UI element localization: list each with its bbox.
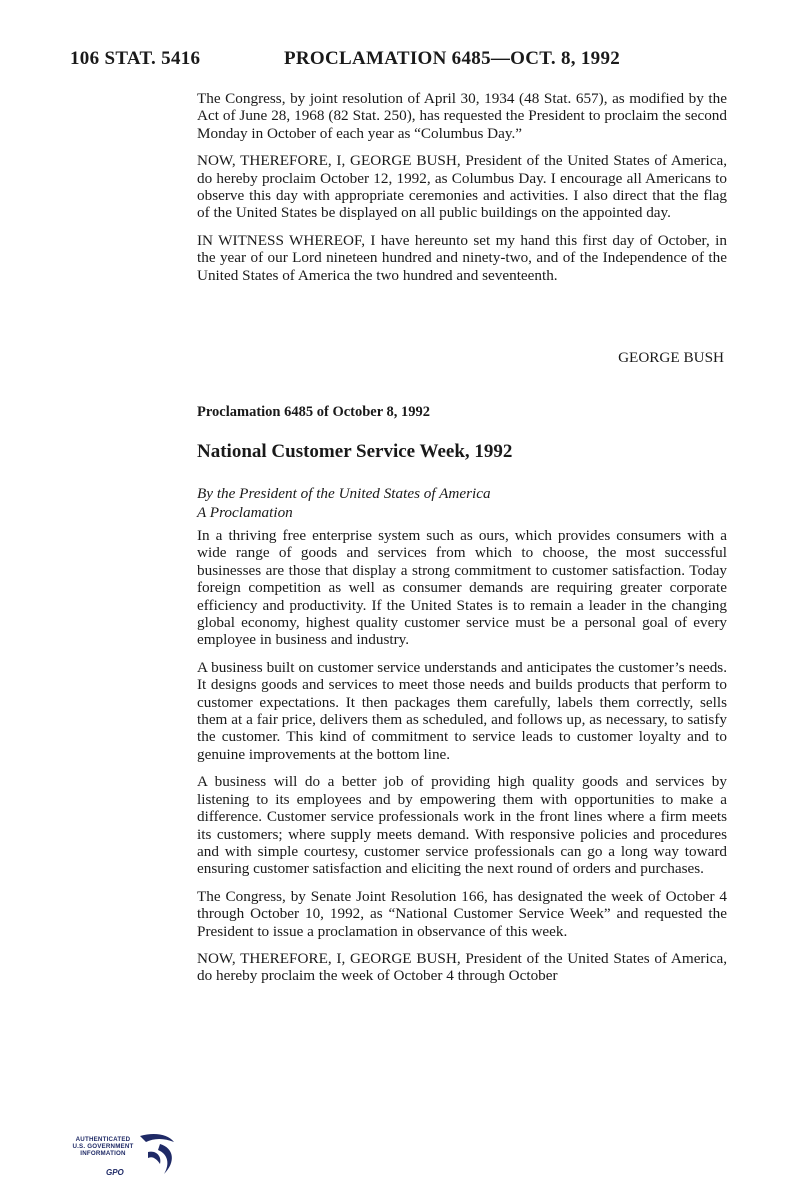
paragraph: A business built on customer service understands and anticipates the customer’s needs. It designs goods and services to meet those needs and builds products that perform to customer expectations. It then packages them carefully, labels them correctly, sells them at a fair price, delivers them as scheduled, and follows up, as necessary, to satisfy the customer. This kind of commitment to service leads to customer loyalty and to genuine improvements at the bottom line. — [197, 658, 727, 763]
byline — [197, 484, 491, 522]
gpo-logo-text — [64, 1136, 142, 1157]
proclamation-title: National Customer Service Week, 1992 — [197, 441, 513, 462]
byline-president: By the President of the United States of America — [197, 485, 491, 502]
byline-proclamation: A Proclamation — [197, 504, 293, 521]
paragraph: In a thriving free enterprise system such as ours, which provides consumers with a wide range of goods and services from which to choose, the most successful businesses are those that display a strong commitment to customer satisfaction. Today foreign competition as well as consumer demands are requiring greater corporate efficiency and productivity. If the United States is to remain a leader in the changing global economy, highest quality customer service must be a personal goal of every employee in business and industry. — [197, 527, 727, 649]
previous-proclamation-text — [197, 90, 727, 294]
gpo-authentication-logo — [64, 1130, 204, 1182]
gpo-logo-line: U.S. GOVERNMENT — [72, 1143, 134, 1150]
gpo-logo-line: INFORMATION — [80, 1150, 126, 1157]
paragraph: IN WITNESS WHEREOF, I have hereunto set my hand this first day of October, in the year of our Lord nineteen hundred and ninety-two, and of the Independence of the United States of America the two hundred and seventeenth. — [197, 231, 727, 284]
statute-reference: 106 STAT. 5416 — [70, 48, 201, 69]
paragraph: The Congress, by joint resolution of April 30, 1934 (48 Stat. 657), as modified by the Act of June 28, 1968 (82 Stat. 250), has requested the President to proclaim the second Monday in October of each year as “Columbus Day.” — [197, 90, 727, 142]
paragraph: A business will do a better job of providing high quality goods and services by listening to its employees and by empowering them with opportunities to make a difference. Customer service professionals work in the front lines where a firm meets its customers; where supply meets demand. With responsive policies and procedures and with simple courtesy, customer service professionals can go a long way toward ensuring customer satisfaction and eliciting the next round of orders and purchases. — [197, 773, 727, 878]
gpo-mark: GPO — [106, 1168, 124, 1177]
proclamation-number: Proclamation 6485 of October 8, 1992 — [197, 404, 431, 420]
gpo-logo-line: AUTHENTICATED — [75, 1136, 131, 1143]
paragraph: NOW, THEREFORE, I, GEORGE BUSH, President of the United States of America, do hereby proclaim the week of October 4 through October — [197, 949, 727, 985]
proclamation-body — [197, 527, 727, 995]
paragraph: NOW, THEREFORE, I, GEORGE BUSH, President of the United States of America, do hereby proclaim October 12, 1992, as Columbus Day. I encourage all Americans to observe this day with appropriate ceremonies and activities. I also direct that the flag of the United States be displayed on all public buildings on the appointed day. — [197, 152, 727, 222]
proclamation-header: PROCLAMATION 6485—OCT. 8, 1992 — [284, 48, 621, 69]
paragraph: The Congress, by Senate Joint Resolution 166, has designated the week of October 4 through October 10, 1992, as “National Customer Service Week” and requested the President to issue a proclamation in observance of this week. — [197, 887, 727, 940]
eagle-icon — [134, 1130, 182, 1182]
signature: GEORGE BUSH — [618, 349, 724, 366]
